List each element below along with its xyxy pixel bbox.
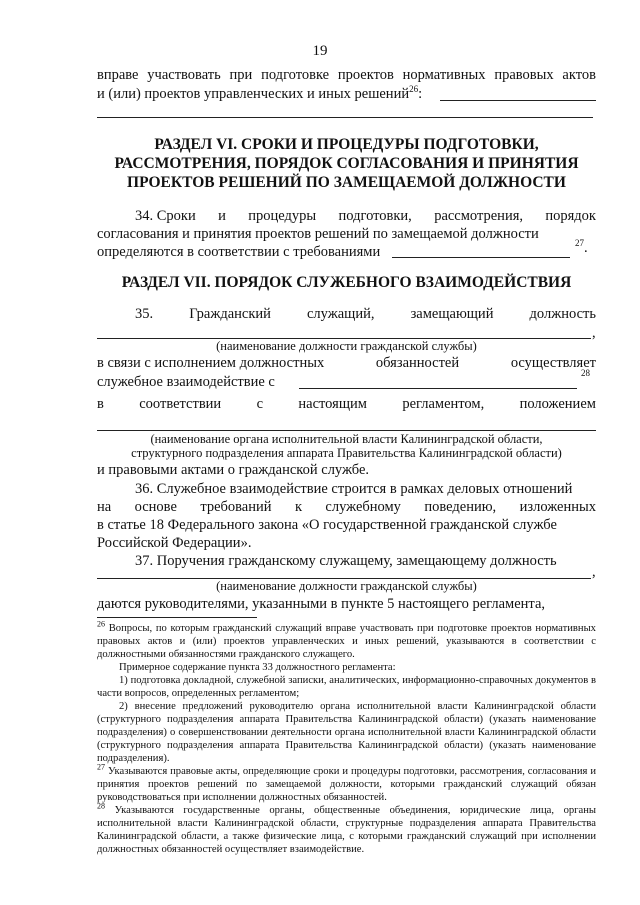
p36-line-3: в статье 18 Федерального закона «О государственной гражданской службе	[97, 517, 557, 533]
comma: ,	[592, 564, 596, 580]
footnote-26-example-heading: Примерное содержание пункта 33 должностного регламента:	[119, 662, 396, 673]
heading-line: РАЗДЕЛ VI. СРОКИ И ПРОЦЕДУРЫ ПОДГОТОВКИ,	[154, 136, 539, 153]
p35-line-1	[135, 306, 596, 323]
word: вправе	[97, 67, 139, 83]
footnote-mark: 26	[97, 619, 105, 629]
word: 34. Сроки	[135, 208, 196, 224]
fill-in-blank	[440, 100, 596, 101]
word: осуществляет	[510, 355, 596, 371]
word: в	[97, 396, 104, 412]
comma: ,	[592, 325, 596, 341]
word: с	[256, 396, 264, 412]
caption-org-line-2: структурного подразделения аппарата Правительства Калининградской области)	[131, 446, 562, 460]
word: служащий,	[307, 306, 375, 322]
p35-line-3	[97, 355, 596, 372]
fill-in-blank	[97, 430, 596, 431]
footnote-mark: 28	[97, 801, 105, 811]
fill-in-blank	[392, 257, 570, 258]
footnote-text: Указываются государственные органы, общественные объединения, юридические лица, органы исполнительной власти Калининградской области, структурные подразделения аппарата Правительства Калининградской области, а также физические лица, с которыми гражданский служащий при исполнении должностных обязанностей осуществляет взаимодействие.	[97, 805, 596, 855]
p35-end: и правовыми актами о гражданской службе.	[97, 462, 370, 478]
footnote-separator	[97, 617, 257, 618]
p34-line-2: согласования и принятия проектов решений по замещаемой должности	[97, 226, 539, 242]
p34-line-3-end	[575, 240, 588, 257]
footnote-text: Указываются правовые акты, определяющие сроки и процедуры подготовки, рассмотрения, согласования и принятия проектов решений по замещаемой должности, которыми гражданский служащий обязан руководствоваться при исполнении должностных обязанностей.	[97, 766, 596, 803]
top-text-line-1	[97, 67, 596, 84]
caption-position-name-2: (наименование должности гражданской службы)	[216, 579, 477, 593]
word: обязанностей	[375, 355, 460, 371]
word: порядок	[545, 208, 596, 224]
footnote-26-item-2: 2) внесение предложений руководителю органа исполнительной власти Калининградской области (структурного подразделения аппарата Правительства Калининградской области) (указать наименование подразделения) о совершенствовании деятельности органа исполнительной власти Калининградской области (структурного подразделения аппарата Правительства Калининградской области) (указать наименование подразделения).	[97, 701, 596, 764]
word: к	[294, 499, 302, 515]
fill-in-blank	[299, 388, 577, 389]
caption-position-name: (наименование должности гражданской службы)	[216, 339, 477, 353]
line-text: и (или) проектов управленческих и иных решений	[97, 86, 410, 102]
top-text-line-2	[97, 86, 422, 103]
p36-line-4: Российской Федерации».	[97, 535, 252, 551]
word: основе	[134, 499, 177, 515]
footnote-ref-27: 27	[575, 238, 584, 249]
word: изложенных	[519, 499, 596, 515]
word: служебному	[325, 499, 401, 515]
word: на	[97, 499, 112, 515]
word: при	[229, 67, 253, 83]
period: .	[584, 240, 588, 256]
footnote-ref-26: 26	[409, 84, 419, 95]
footnote-27	[97, 762, 596, 804]
p34-line-3: определяются в соответствии с требованиями	[97, 244, 381, 260]
footnote-ref-28: 28	[581, 368, 590, 379]
heading-line: РАССМОТРЕНИЯ, ПОРЯДОК СОГЛАСОВАНИЯ И ПРИНЯТИЯ	[114, 155, 579, 172]
word: участвовать	[147, 67, 221, 83]
footnote-26-item-1: 1) подготовка докладной, служебной записки, аналитических, информационно-справочных документов в части вопросов, определенных регламентом;	[97, 675, 596, 699]
p37-line-1: 37. Поручения гражданскому служащему, замещающему должность	[135, 553, 557, 569]
word: настоящим	[298, 396, 367, 412]
p34-line-1	[135, 208, 596, 225]
word: замещающий	[410, 306, 494, 322]
word: должность	[529, 306, 596, 322]
p36-line-2	[97, 499, 596, 516]
caption-org-line-1: (наименование органа исполнительной власти Калининградской области,	[150, 432, 543, 446]
word: подготовки,	[338, 208, 412, 224]
word: регламентом,	[402, 396, 485, 412]
word: поведению,	[424, 499, 497, 515]
word: и	[218, 208, 226, 224]
footnote-text: Вопросы, по которым гражданский служащий вправе участвовать при подготовке проектов нормативных правовых актов и (или) проектов управленческих и иных решений, указываются в соответствии с должностными обязанностями гражданского служащего.	[97, 623, 596, 660]
word: положением	[519, 396, 596, 412]
word: проектов	[337, 67, 394, 83]
word: рассмотрения,	[434, 208, 523, 224]
word: требований	[200, 499, 272, 515]
footnote-26	[97, 619, 596, 661]
word: правовых	[494, 67, 554, 83]
word: Гражданский	[189, 306, 271, 322]
footnote-mark: 27	[97, 762, 105, 772]
word: соответствии	[139, 396, 222, 412]
word: процедуры	[248, 208, 317, 224]
footnote-28	[97, 801, 596, 856]
word: подготовке	[261, 67, 330, 83]
section-7-heading: РАЗДЕЛ VII. ПОРЯДОК СЛУЖЕБНОГО ВЗАИМОДЕЙСТВИЯ	[121, 274, 572, 291]
word: актов	[562, 67, 596, 83]
p35-line-5	[97, 396, 596, 413]
word: 35.	[135, 306, 154, 322]
p35-line-4: служебное взаимодействие с	[97, 374, 275, 390]
page-number: 19	[312, 43, 328, 59]
p37-line-3: даются руководителями, указанными в пункте 5 настоящего регламента,	[97, 596, 546, 612]
section-6-heading	[97, 135, 596, 192]
heading-line: ПРОЕКТОВ РЕШЕНИЙ ПО ЗАМЕЩАЕМОЙ ДОЛЖНОСТИ	[127, 174, 566, 191]
word: нормативных	[402, 67, 486, 83]
p35-line-4-end	[581, 370, 590, 387]
fill-in-blank	[97, 117, 593, 118]
p36-line-1: 36. Служебное взаимодействие строится в рамках деловых отношений	[135, 481, 573, 497]
phrase: в связи с исполнением должностных	[97, 355, 325, 371]
colon: :	[418, 86, 423, 102]
footnotes	[97, 619, 596, 856]
